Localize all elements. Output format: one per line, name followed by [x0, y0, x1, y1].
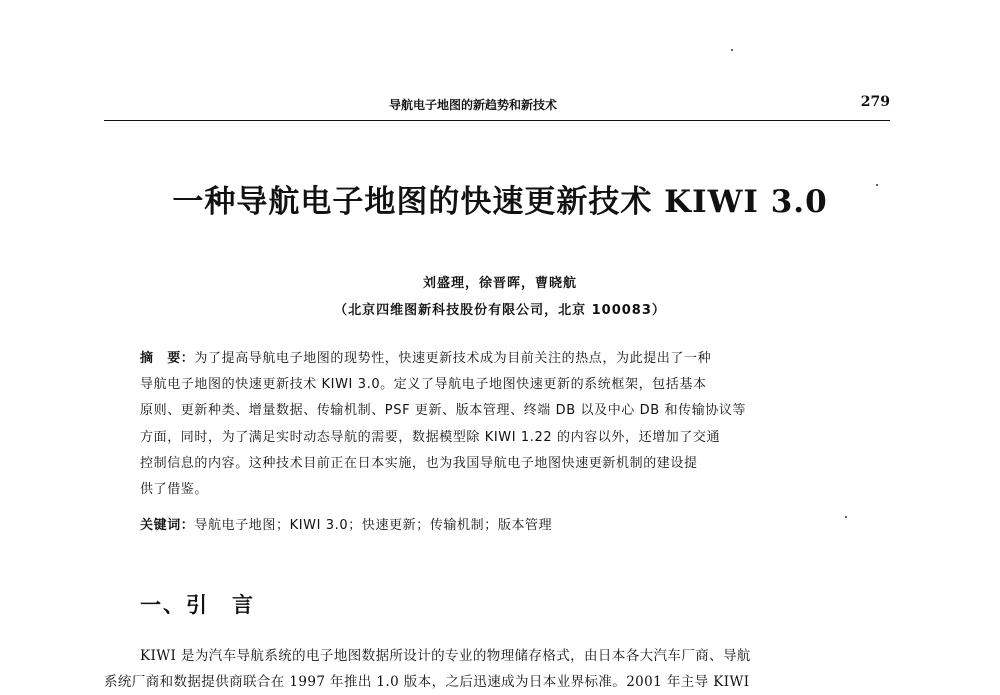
abstract-text: 为了提高导航电子地图的现势性，快速更新技术成为目前关注的热点，为此提出了一种 — [194, 351, 712, 366]
keywords-text: 导航电子地图；KIWI 3.0；快速更新；传输机制；版本管理 — [194, 518, 553, 533]
author-affiliation: （北京四维图新科技股份有限公司，北京 100083） — [334, 303, 666, 318]
abstract-line: 供了借鉴。 — [140, 482, 209, 498]
section-paragraph — [104, 643, 904, 695]
abstract-line: 导航电子地图的快速更新技术 KIWI 3.0。定义了导航电子地图快速更新的系统框架，包括基本 — [140, 377, 707, 393]
abstract-label: 摘 要： — [140, 351, 195, 366]
author-list: 刘盛理，徐晋晖，曹晓航 — [422, 276, 577, 291]
scan-speck — [876, 184, 878, 186]
abstract-line: 方面，同时，为了满足实时动态导航的需要，数据模型除 KIWI 1.22 的内容以外，还增加了交通 — [140, 429, 721, 445]
abstract-line: 原则、更新种类、增量数据、传输机制、PSF 更新、版本管理、终端 DB 以及中心 DB 和传输协议等 — [140, 403, 747, 419]
abstract-line — [140, 346, 870, 372]
scan-speck — [731, 49, 733, 51]
keywords-label: 关键词： — [140, 518, 195, 533]
article-title: 一种导航电子地图的快速更新技术 KIWI 3.0 — [172, 184, 828, 220]
section-heading: 一、引 言 — [140, 593, 255, 617]
abstract-line: 控制信息的内容。这种技术目前正在日本实施，也为我国导航电子地图快速更新机制的建设提 — [140, 455, 698, 471]
scan-speck — [845, 516, 847, 518]
paragraph-line: 系统厂商和数据提供商联合在 1997 年推出 1.0 版本，之后迅速成为日本业界标准。2001 年主导 KIWI — [104, 674, 750, 690]
keywords — [140, 514, 870, 533]
page-number: 279 — [860, 94, 890, 110]
running-header — [104, 92, 890, 121]
running-title: 导航电子地图的新趋势和新技术 — [389, 98, 558, 112]
abstract — [140, 346, 870, 503]
paragraph-line: KIWI 是为汽车导航系统的电子地图数据所设计的专业的物理储存格式，由日本各大汽车厂商、导航 — [140, 648, 751, 664]
